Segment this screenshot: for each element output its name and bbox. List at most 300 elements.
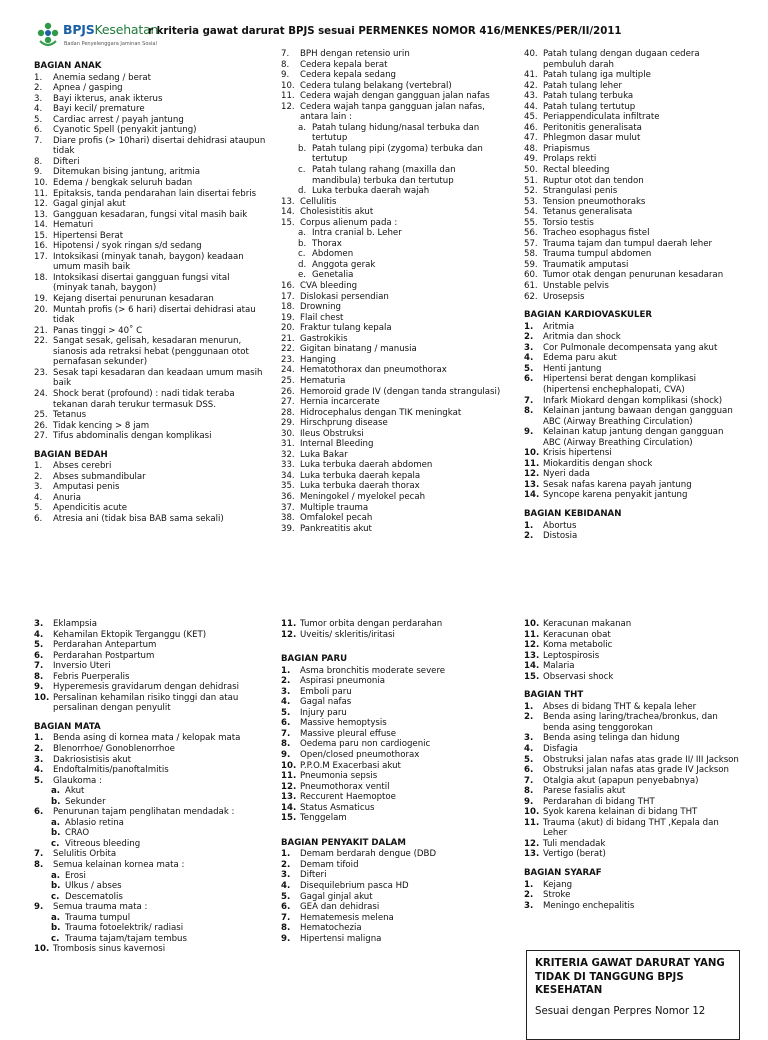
item-number: 48. <box>524 143 538 154</box>
item-text: Strangulasi penis <box>543 186 618 197</box>
list-item <box>281 344 507 355</box>
item-text: Selulitis Orbita <box>53 849 117 860</box>
item-number: 62. <box>524 291 538 302</box>
item-text: Patah tulang dengan dugaan cedera pembuluh darah <box>543 49 700 70</box>
item-number: 3. <box>34 482 43 493</box>
item-number: 9. <box>281 70 290 81</box>
item-text: Trauma tajam/tajam tembus <box>65 933 187 944</box>
item-number: 13. <box>524 479 540 490</box>
item-text: Intoksikasi (minyak tanah, baygon) keadaan umum masih baik <box>53 251 244 273</box>
sub-list-item <box>34 839 266 850</box>
list-item <box>281 503 507 514</box>
item-text: Hanging <box>300 354 336 365</box>
item-number: 8. <box>281 923 291 934</box>
item-text: Trauma tumpul <box>65 912 131 923</box>
logo-tagline: Badan Penyelenggara Jaminan Sosial <box>64 41 157 47</box>
item-number: 39. <box>281 523 295 534</box>
item-text: Cedera tulang belakang (vertebral) <box>300 80 452 91</box>
item-number: 11. <box>524 458 540 469</box>
item-number: 3. <box>34 754 44 765</box>
item-number: 46. <box>524 122 538 133</box>
item-number: 24. <box>281 365 295 376</box>
item-number: 21. <box>34 325 48 336</box>
item-text: Tension pneumothoraks <box>543 196 646 207</box>
list-item <box>281 803 507 814</box>
item-text: Ulkus / abses <box>65 881 122 892</box>
item-number: a. <box>298 122 306 133</box>
list-item <box>524 469 740 480</box>
item-text: Gagal nafas <box>300 697 352 708</box>
item-text: Bayi ikterus, anak ikterus <box>53 93 163 104</box>
item-text: Benda asing telinga dan hidung <box>543 733 680 744</box>
list-item <box>281 471 507 482</box>
item-number: a. <box>51 786 61 797</box>
item-number: 4. <box>524 744 534 755</box>
item-number: 4. <box>34 492 43 503</box>
notice-title: KRITERIA GAWAT DARURAT YANG TIDAK DI TANGGUNG BPJS KESEHATAN <box>535 958 725 996</box>
sub-list-item <box>34 934 266 945</box>
item-number: 9. <box>34 167 43 178</box>
item-text: Hidrocephalus dengan TIK meningkat <box>300 407 462 418</box>
item-text: Genetalia <box>312 270 354 281</box>
item-text: Thorax <box>312 238 342 249</box>
item-number: 7. <box>281 49 290 59</box>
item-text: Status Asmaticus <box>300 802 375 813</box>
item-number: 27. <box>281 397 295 408</box>
list-item <box>524 448 740 459</box>
item-text: Obstruksi jalan nafas atas grade IV Jackson <box>543 765 729 776</box>
item-text: Persalinan kehamilan risiko tinggi dan atau persalinan dengan penyulit <box>53 692 239 714</box>
item-text: Demam tifoid <box>300 859 359 870</box>
list-item <box>524 228 740 239</box>
item-number: 3. <box>281 870 291 881</box>
item-number: 5. <box>34 114 43 125</box>
list-item <box>281 771 507 782</box>
item-number: 20. <box>281 323 295 334</box>
item-text: Hematuri <box>53 220 94 231</box>
list-item <box>281 892 507 903</box>
item-number: 60. <box>524 270 538 281</box>
item-text: Trombosis sinus kavernosi <box>53 944 166 955</box>
item-number: 6. <box>34 125 43 136</box>
item-number: 23. <box>34 367 48 378</box>
sub-list-item <box>281 260 507 271</box>
list-item <box>34 493 266 504</box>
list-item <box>281 492 507 503</box>
item-number: 6. <box>524 765 534 776</box>
list-item <box>524 640 740 651</box>
item-number: 15. <box>281 217 295 228</box>
item-number: 2. <box>281 859 291 870</box>
list-item <box>524 755 740 766</box>
item-number: 9. <box>524 796 534 807</box>
list-item <box>281 513 507 524</box>
item-text: Peritonitis generalisata <box>543 122 642 133</box>
item-text: Hipertensi maligna <box>300 933 382 944</box>
item-text: Disequilebrium pasca HD <box>300 881 409 892</box>
list-item <box>34 178 266 189</box>
item-number: 54. <box>524 207 538 218</box>
item-number: 11. <box>524 817 540 828</box>
item-number: 12. <box>34 199 48 210</box>
list-item <box>34 231 266 242</box>
list-item <box>524 249 740 260</box>
item-number: 15. <box>524 671 540 682</box>
item-text: Cedera wajah dengan gangguan jalan nafas <box>300 91 490 102</box>
item-number: 26. <box>34 420 48 431</box>
item-number: 3. <box>524 342 534 353</box>
list-item <box>281 481 507 492</box>
sub-list-item <box>281 239 507 250</box>
sub-list-item <box>281 249 507 260</box>
list-item <box>524 133 740 144</box>
list-item <box>34 776 266 787</box>
item-number: 11. <box>34 188 48 199</box>
item-number: 10. <box>281 760 297 771</box>
list-item <box>524 91 740 102</box>
item-text: Atresia ani (tidak bisa BAB sama sekali) <box>53 513 224 524</box>
item-number: 27. <box>34 431 48 442</box>
sub-list-item <box>34 871 266 882</box>
sub-list-item <box>281 186 507 197</box>
item-text: BPH dengan retensio urin <box>300 49 410 59</box>
item-text: Otalgia akut (apapun penyebabnya) <box>543 775 699 786</box>
item-text: Hipotensi / syok ringan s/d sedang <box>53 241 202 252</box>
section-heading: BAGIAN SYARAF <box>524 868 602 879</box>
list-item <box>524 901 740 912</box>
item-number: 58. <box>524 249 538 260</box>
item-text: Cor Pulmonale decompensata yang akut <box>543 342 718 353</box>
item-text: Epitaksis, tanda pendarahan lain disertai febris <box>53 188 257 199</box>
item-number: 7. <box>524 395 534 406</box>
list-item <box>524 480 740 491</box>
list-item <box>34 640 266 651</box>
list-item <box>34 368 266 389</box>
list-item <box>34 461 266 472</box>
item-text: Edema / bengkak seluruh badan <box>53 178 193 189</box>
item-number: 25. <box>281 375 295 386</box>
list-item <box>524 176 740 187</box>
item-number: 16. <box>34 241 48 252</box>
item-number: 22. <box>281 344 295 355</box>
list-item <box>281 923 507 934</box>
item-number: 12. <box>524 640 540 651</box>
item-number: b. <box>51 796 61 807</box>
item-text: Cyanotic Spell (penyakit jantung) <box>53 125 197 136</box>
item-text: Nyeri dada <box>543 469 590 480</box>
item-text: Difteri <box>53 156 80 167</box>
list-item <box>524 839 740 850</box>
item-text: Bayi kecil/ premature <box>53 104 145 115</box>
item-text: Tumor orbita dengan perdarahan <box>300 619 443 629</box>
list-item <box>524 239 740 250</box>
item-text: Erosi <box>65 870 86 881</box>
item-text: Edema paru akut <box>543 353 617 364</box>
item-text: Oedema paru non cardiogenic <box>300 739 431 750</box>
item-number: 14. <box>281 802 297 813</box>
item-number: 55. <box>524 217 538 228</box>
item-text: Phlegmon dasar mulut <box>543 133 641 144</box>
page2-column-2 <box>281 619 507 944</box>
item-number: 51. <box>524 175 538 186</box>
list-item <box>34 83 266 94</box>
item-number: 10. <box>281 80 295 91</box>
item-number: b. <box>51 923 61 934</box>
list-item <box>524 260 740 271</box>
list-item <box>524 661 740 672</box>
item-text: Gangguan kesadaran, fungsi vital masih baik <box>53 209 248 220</box>
sub-list-item <box>34 828 266 839</box>
item-text: P.P.O.M Exacerbasi akut <box>300 760 401 771</box>
item-number: 14. <box>524 661 540 672</box>
item-text: Anuria <box>53 492 81 503</box>
item-text: Massive pleural effuse <box>300 728 397 739</box>
item-text: Intoksikasi disertai gangguan fungsi vital (minyak tanah, baygon) <box>53 272 230 294</box>
item-text: Uveitis/ skleritis/iritasi <box>300 629 395 640</box>
item-text: Kehamilan Ektopik Terganggu (KET) <box>53 629 207 640</box>
item-number: 7. <box>524 775 534 786</box>
item-text: Tumor otak dengan penurunan kesadaran <box>543 270 724 281</box>
item-text: Cedera kepala sedang <box>300 70 397 81</box>
list-item <box>281 408 507 419</box>
list-item <box>281 849 507 860</box>
list-item <box>524 459 740 470</box>
section-heading: BAGIAN MATA <box>34 721 101 732</box>
list-item <box>524 807 740 818</box>
list-item <box>281 630 507 641</box>
item-text: Gastrokikis <box>300 333 348 344</box>
list-item <box>281 860 507 871</box>
list-item <box>34 860 266 871</box>
list-item <box>34 167 266 178</box>
item-number: 1. <box>524 701 534 712</box>
item-number: 10. <box>524 448 540 459</box>
section-heading: BAGIAN BEDAH <box>34 449 108 460</box>
item-number: 31. <box>281 439 295 450</box>
item-text: Luka terbuka daerah thorax <box>300 481 420 492</box>
item-number: 28. <box>281 407 295 418</box>
item-number: 9. <box>34 902 44 913</box>
list-item <box>34 902 266 913</box>
item-number: 11. <box>281 771 297 782</box>
list-item <box>524 281 740 292</box>
list-item <box>524 343 740 354</box>
item-number: 30. <box>281 428 295 439</box>
sub-list-item <box>34 881 266 892</box>
item-text: Hyperemesis gravidarum dengan dehidrasi <box>53 682 239 693</box>
item-text: Multiple trauma <box>300 502 369 513</box>
item-number: b. <box>298 238 307 249</box>
item-number: 5. <box>524 363 534 374</box>
list-item <box>34 503 266 514</box>
item-number: 36. <box>281 491 295 502</box>
item-text: Hematochezia <box>300 923 362 934</box>
list-item <box>281 687 507 698</box>
list-item <box>524 880 740 891</box>
item-text: Muntah profis (> 6 hari) disertai dehidrasi atau tidak <box>53 304 256 326</box>
item-number: 1. <box>524 520 534 531</box>
item-number: 6. <box>34 650 44 661</box>
list-item <box>34 252 266 273</box>
item-text: Patah tulang iga multiple <box>543 70 651 81</box>
item-number: 1. <box>281 665 291 676</box>
item-text: Trauma (akut) di bidang THT ,Kepala dan Leher <box>543 817 719 839</box>
item-number: 42. <box>524 80 538 91</box>
item-number: 41. <box>524 70 538 81</box>
item-text: Internal Bleeding <box>300 439 374 450</box>
list-item <box>281 813 507 824</box>
list-item <box>524 531 740 542</box>
item-number: 9. <box>524 427 534 438</box>
item-text: Flail chest <box>300 312 344 323</box>
list-item <box>524 849 740 860</box>
item-number: 13. <box>34 209 48 220</box>
item-number: c. <box>51 838 60 849</box>
list-item <box>281 676 507 687</box>
item-number: 13. <box>281 792 297 803</box>
item-number: 43. <box>524 91 538 102</box>
list-item <box>281 313 507 324</box>
item-number: 13. <box>281 196 295 207</box>
list-item <box>524 651 740 662</box>
item-number: 14. <box>524 490 540 501</box>
item-text: Kejang <box>543 879 573 890</box>
item-text: Pankreatitis akut <box>300 523 372 534</box>
list-item <box>281 750 507 761</box>
list-item <box>34 273 266 294</box>
list-item <box>281 934 507 945</box>
item-number: 2. <box>34 471 43 482</box>
list-item <box>524 521 740 532</box>
list-item <box>34 421 266 432</box>
item-text: Traumatik amputasi <box>543 259 629 270</box>
list-item <box>34 326 266 337</box>
item-number: 6. <box>281 718 291 729</box>
item-text: Priapismus <box>543 143 590 154</box>
list-item <box>34 682 266 693</box>
item-number: 45. <box>524 112 538 123</box>
item-text: Reccurent Haemoptoe <box>300 792 396 803</box>
sub-list-item <box>281 123 507 144</box>
list-item <box>281 881 507 892</box>
item-number: 52. <box>524 186 538 197</box>
list-item <box>524 49 740 70</box>
item-number: 19. <box>34 294 48 305</box>
notice-box <box>526 950 740 1040</box>
list-item <box>281 450 507 461</box>
sub-list-item <box>34 913 266 924</box>
list-item <box>34 944 266 955</box>
list-item <box>34 410 266 421</box>
list-item <box>281 323 507 334</box>
list-item <box>524 712 740 733</box>
item-number: 13. <box>524 650 540 661</box>
item-number: 5. <box>281 707 291 718</box>
item-number: 3. <box>524 733 534 744</box>
item-number: 18. <box>281 302 295 313</box>
section-heading: BAGIAN PARU <box>281 654 348 665</box>
item-number: 37. <box>281 502 295 513</box>
list-item <box>524 702 740 713</box>
item-text: Shock berat (profound) : nadi tidak teraba tekanan darah terukur termasuk DSS. <box>53 388 235 410</box>
item-number: c. <box>51 933 60 944</box>
sub-list-item <box>281 270 507 281</box>
page1-column-1 <box>34 61 266 525</box>
item-text: Hematuria <box>300 375 346 386</box>
item-text: Cedera wajah tanpa gangguan jalan nafas, antara lain : <box>300 101 485 123</box>
sub-list-item <box>281 144 507 165</box>
item-number: 3. <box>34 93 43 104</box>
list-item <box>34 472 266 483</box>
item-number: 12. <box>281 629 297 640</box>
item-number: 5. <box>34 640 44 651</box>
item-number: 6. <box>524 374 534 385</box>
section-heading: BAGIAN THT <box>524 690 584 701</box>
sub-list-item <box>34 892 266 903</box>
list-item <box>34 672 266 683</box>
item-text: GEA dan dehidrasi <box>300 902 380 913</box>
item-number: 2. <box>34 744 44 755</box>
item-number: 8. <box>524 406 534 417</box>
item-text: Tidak kencing > 8 jam <box>53 420 150 431</box>
list-item <box>281 524 507 535</box>
item-number: 38. <box>281 513 295 524</box>
item-text: Difteri <box>300 870 327 881</box>
item-number: 2. <box>34 83 43 94</box>
item-number: 4. <box>34 765 44 776</box>
list-item <box>524 619 740 630</box>
item-number: b. <box>51 881 61 892</box>
item-number: 1. <box>281 849 291 860</box>
item-text: Benda asing di kornea mata / kelopak mata <box>53 733 241 744</box>
list-item <box>524 818 740 839</box>
item-text: Cellulitis <box>300 196 337 207</box>
item-text: Disfagia <box>543 744 578 755</box>
item-number: 9. <box>281 933 291 944</box>
item-text: Inversio Uteri <box>53 661 111 672</box>
notice-subtitle: Sesuai dengan Perpres Nomor 12 <box>535 1005 706 1017</box>
item-text: Hipertensi berat dengan komplikasi (hipertensi enchephalopati, CVA) <box>543 374 697 395</box>
list-item <box>281 355 507 366</box>
list-item <box>34 125 266 136</box>
list-item <box>34 104 266 115</box>
item-text: Pneumothorax ventil <box>300 781 390 792</box>
item-number: c. <box>298 249 306 260</box>
list-item <box>34 136 266 157</box>
item-text: Hematemesis melena <box>300 912 394 923</box>
list-item <box>524 797 740 808</box>
item-text: Tuli mendadak <box>543 838 606 849</box>
list-item <box>34 336 266 368</box>
item-text: Abses di bidang THT & kepala leher <box>543 701 697 712</box>
item-text: Endoftalmitis/panoftalmitis <box>53 765 169 776</box>
list-item <box>281 913 507 924</box>
item-text: Apendicitis acute <box>53 503 128 514</box>
item-text: Aritmia dan shock <box>543 332 621 343</box>
list-item <box>281 697 507 708</box>
list-item <box>34 765 266 776</box>
item-text: Apnea / gasping <box>53 83 123 94</box>
item-number: 32. <box>281 449 295 460</box>
item-text: Kelainan katup jantung dengan gangguan ABC (Airway Breathing Circulation) <box>543 427 724 448</box>
item-number: 2. <box>524 890 534 901</box>
item-number: 34. <box>281 470 295 481</box>
item-number: 5. <box>34 503 43 514</box>
item-text: Krisis hipertensi <box>543 448 612 459</box>
item-text: Luka Bakar <box>300 449 348 460</box>
list-item <box>281 782 507 793</box>
list-item <box>524 112 740 123</box>
